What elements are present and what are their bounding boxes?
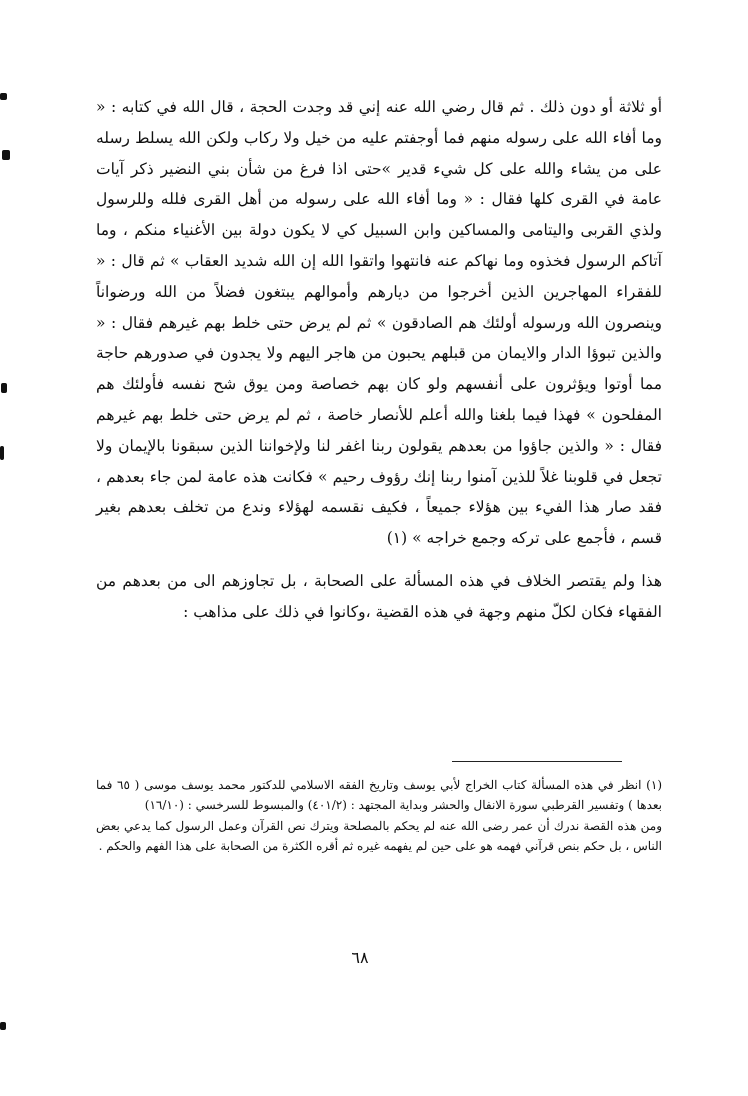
footnote: ومن هذه القصة ندرك أن عمر رضى الله عنه لم يحكم بالمصلحة ويترك نص القرآن وعمل الرسول كما يدعي بعض الناس ، بل حكم بنص قرآني فهمه هو على حين لم يفهمه غيره ثم أقره الكثرة من الصحابة على هذا الفهم والحكم . <box>96 819 662 853</box>
page-number: ٦٨ <box>351 948 369 967</box>
body-paragraph: أو ثلاثة أو دون ذلك . ثم قال رضي الله عنه إني قد وجدت الحجة ، قال الله في كتابه : « وما أفاء الله على رسوله منهم فما أوجفتم عليه من خيل ولا ركاب ولكن الله يسلط رسله على من يشاء والله على كل شيء قدير »حتى اذا فرغ من شأن بني النضير ذكر آيات عامة في القرى كلها فقال : « وما أفاء الله على رسوله من أهل القرى فلله وللرسول ولذي القربى واليتامى والمساكين وابن السبيل كي لا يكون دولة بين الأغنياء منكم ، وما آتاكم الرسول فخذوه وما نهاكم عنه فانتهوا واتقوا الله إن الله شديد العقاب » ثم قال : « للفقراء المهاجرين الذين أخرجوا من ديارهم وأموالهم يبتغون فضلاً من الله ورضواناً وينصرون الله ورسوله أولئك هم الصادقون » ثم لم يرض حتى خلط بهم غيرهم فقال : « والذين تبوؤا الدار والايمان من قبلهم يحبون من هاجر اليهم ولا يجدون في صدورهم حاجة مما أوتوا ويؤثرون على أنفسهم ولو كان بهم خصاصة ومن يوق شح نفسه فأولئك هم المفلحون » فهذا فيما بلغنا والله أعلم للأنصار خاصة ، ثم لم يرض حتى خلط بهم غيرهم فقال : « والذين جاؤوا من بعدهم يقولون ربنا اغفر لنا ولإخواننا الذين سبقونا بالإيمان ولا تجعل في قلوبنا غلاً للذين آمنوا ربنا إنك رؤوف رحيم » فكانت هذه عامة لمن جاء بعدهم ، فقد صار هذا الفيء بين هؤلاء جميعاً ، فكيف نقسمه لهؤلاء وندع من تخلف بعدهم بغير قسم ، فأجمع على تركه وجمع خراجه » (١) <box>96 98 662 548</box>
scan-edge-mark <box>2 150 10 160</box>
footnotes <box>96 776 662 856</box>
scan-edge-mark <box>0 446 4 460</box>
footnote: (١) انظر في هذه المسألة كتاب الخراج لأبي يوسف وتاريخ الفقه الاسلامي للدكتور محمد يوسف موسى ( ٦٥ فما بعدها ) وتفسير القرطبي سورة الانفال والحشر وبداية المجتهد : (٤٠١/٢) والمبسوط للسرخسي : (١٦/١٠) <box>96 778 662 812</box>
main-body-text <box>96 92 662 628</box>
footnote-separator <box>452 761 622 762</box>
body-paragraph: هذا ولم يقتصر الخلاف في هذه المسألة على الصحابة ، بل تجاوزهم الى من بعدهم من الفقهاء فكان لكلّ منهم وجهة في هذه القضية ،وكانوا في ذلك على مذاهب : <box>96 571 662 621</box>
scan-edge-mark <box>0 93 7 100</box>
scan-edge-mark <box>1 383 7 393</box>
scan-edge-mark <box>0 1022 6 1030</box>
